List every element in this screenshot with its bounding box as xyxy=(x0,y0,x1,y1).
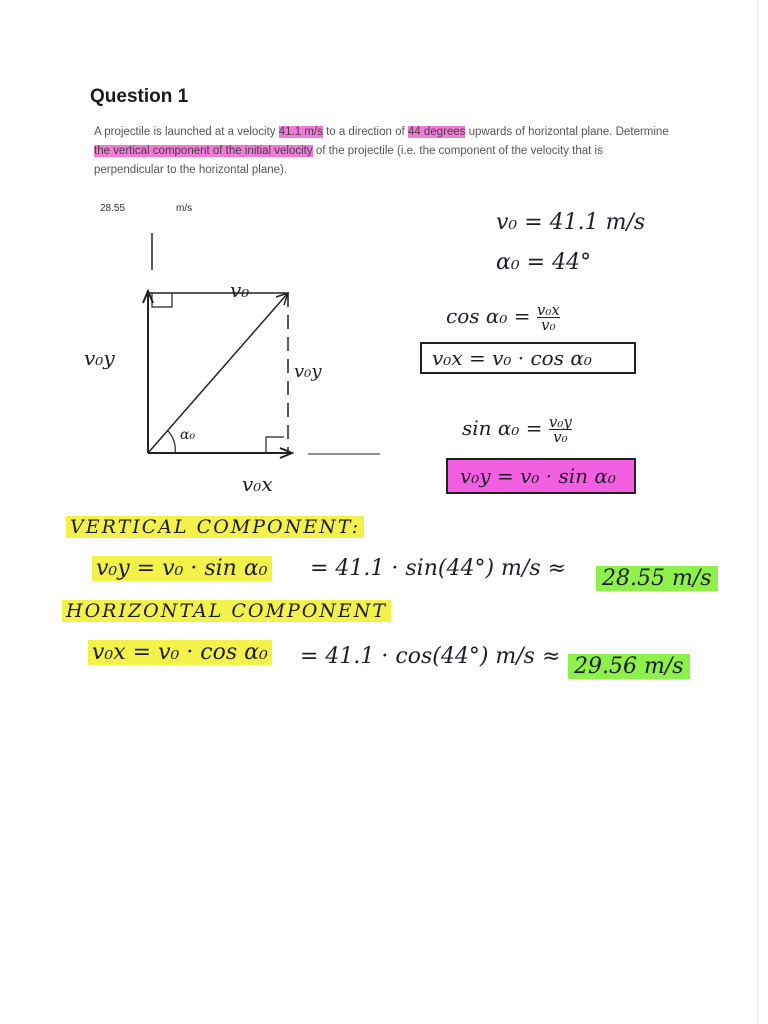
cos-relation xyxy=(446,303,560,332)
vox-formula-box: v₀x = v₀ · cos α₀ xyxy=(420,342,636,374)
given-angle: α₀ = 44° xyxy=(496,250,592,275)
label-voy-right: v₀y xyxy=(294,361,322,382)
voy-formula-box: v₀y = v₀ · sin α₀ xyxy=(446,458,636,494)
horizontal-calculation: = 41.1 · cos(44°) m/s ≈ xyxy=(300,644,561,669)
highlight-angle: 44 degrees xyxy=(407,126,466,138)
label-alpha: α₀ xyxy=(180,427,196,443)
cos-numerator: v₀x xyxy=(536,301,560,319)
question-mid2: upwards of horizontal plane. Determine xyxy=(465,126,669,138)
right-angle-mark-top xyxy=(152,293,172,307)
cos-denominator: v₀ xyxy=(537,317,560,332)
label-vox: v₀x xyxy=(242,472,273,496)
label-v0: v₀ xyxy=(230,278,250,302)
angle-arc xyxy=(168,431,175,453)
question-prefix: A projectile is launched at a velocity xyxy=(94,126,279,138)
vertical-heading: VERTICAL COMPONENT: xyxy=(66,516,364,538)
answer-unit: m/s xyxy=(176,203,193,214)
highlight-velocity: 41.1 m/s xyxy=(278,126,323,138)
horizontal-heading: HORIZONTAL COMPONENT xyxy=(62,600,391,622)
v0-vector xyxy=(148,293,288,453)
vertical-result: 28.55 m/s xyxy=(596,566,718,591)
sin-lhs: sin α₀ = xyxy=(462,416,543,440)
cos-fraction xyxy=(537,303,560,332)
label-voy-left: v₀y xyxy=(84,346,115,370)
sin-fraction xyxy=(549,415,572,444)
cos-lhs: cos α₀ = xyxy=(446,304,531,328)
sin-denominator: v₀ xyxy=(549,429,572,444)
highlight-target: the vertical component of the initial velocity xyxy=(94,145,313,157)
question-mid1: to a direction of xyxy=(322,126,408,138)
given-velocity: v₀ = 41.1 m/s xyxy=(496,210,646,235)
question-title: Question 1 xyxy=(90,86,189,107)
question-text xyxy=(94,123,674,180)
horizontal-formula: v₀x = v₀ · cos α₀ xyxy=(88,640,272,665)
sin-numerator: v₀y xyxy=(548,413,572,431)
answer-value: 28.55 xyxy=(100,203,126,214)
question-suffix: of the projectile (i.e. the component of the velocity that is perpendicular to the horizontal plane). xyxy=(94,145,603,176)
vertical-calculation: = 41.1 · sin(44°) m/s ≈ xyxy=(310,556,567,581)
vertical-formula: v₀y = v₀ · sin α₀ xyxy=(92,556,272,581)
page-edge xyxy=(757,0,758,1024)
horizontal-result: 29.56 m/s xyxy=(568,654,690,679)
vector-diagram xyxy=(80,225,380,505)
sin-relation xyxy=(462,415,572,444)
right-angle-mark-bottom xyxy=(266,437,284,453)
